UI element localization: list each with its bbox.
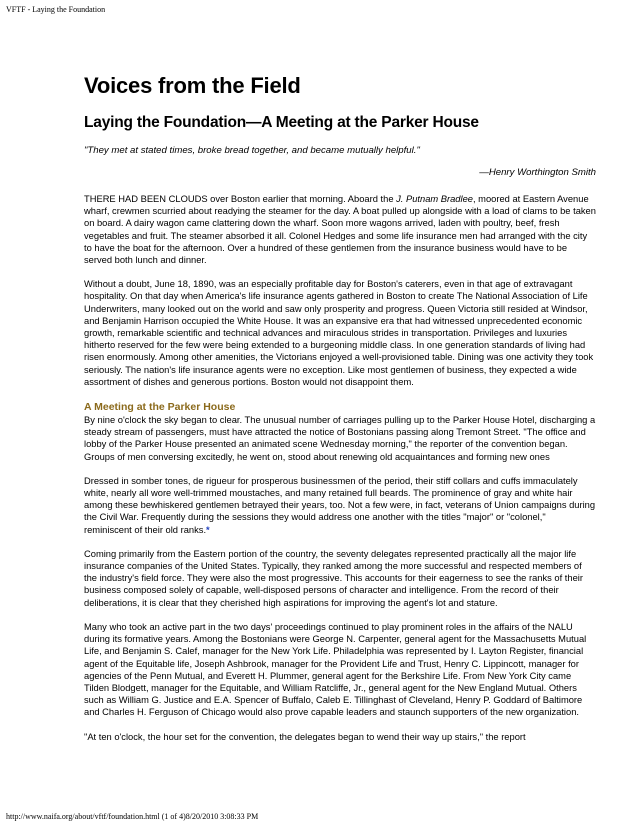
section-heading: A Meeting at the Parker House [84,401,236,414]
article-title: Laying the Foundation—A Meeting at the Parker House [84,114,479,131]
paragraph-6: Many who took an active part in the two days' proceedings continued to play prominent roles in the affairs of the NALU during its formative years. Among the Bostonians were George N. Carpenter, general agent for the Massachusetts Mutual Life, and Benjamin S. Calef, manager for the New York Life. Philadelphia was represented by I. Layton Register, financial agent of the Equitable life, Joseph Ashbrook, manager for the Provident Life and Trust, Henry C. Lippincott, manager for agencies of the Penn Mutual, and Everett H. Plummer, general agent for the Berkshire Life. From New York City came Tilden Blodgett, manager for the Equitable, and William Ratcliffe, Jr., general agent for the New England Mutual. Others such as William G. Justice and E.A. Spencer of Buffalo, Caleb E. Tillinghast of Cleveland, Henry P. Goddard of Baltimore and Charles H. Ferguson of Chicago would also prove capable leaders and staunch supporters of the new organization. [84,621,587,718]
ship-name: J. Putnam Bradlee [396,194,473,204]
epigraph-attribution: —Henry Worthington Smith [479,167,596,178]
paragraph-5: Coming primarily from the Eastern portion of the country, the seventy delegates represented practically all the major life insurance companies of the United States. Typically, they ranked among the more successful and respected members of the industry's field force. They were also the most progressive. This accounts for their eagerness to see the ranks of their business composed solely of capable, well-disposed persons of character and intelligence. From the record of their deliberations, it is clear that they cherished high aspirations for improving the agent's lot and stature. [84,548,583,608]
paragraph-4 [84,475,596,536]
print-header: VFTF - Laying the Foundation [6,5,106,14]
epigraph-quote: "They met at stated times, broke bread together, and became mutually helpful." [84,145,420,156]
paragraph-1-text-start: THERE HAD BEEN CLOUDS over Boston earlier that morning. Aboard the [84,194,397,204]
paragraph-4-text: Dressed in somber tones, de rigueur for prosperous businessmen of the period, their stiff collars and cuffs immaculately white, nearly all wore well-trimmed moustaches, and many retained full beards. The prominence of gray and white hair among these bewhiskered gentlemen betrayed their years, too. Not a few were, in fact, veterans of Union campaigns during the Civil War. Frequently during the sessions they would address one another with the titles "major" or "colonel," reminiscent of their old ranks. [84,475,596,535]
paragraph-1-text-end: , moored at Eastern Avenue wharf, crewmen scurried about readying the steamer for the day. A boat pulled up alongside with a load of clams to be taken on board. A dairy wagon came clattering down the wharf. Soon more wagons arrived, laden with poultry, beef, fresh vegetables and fruit. The steamer absorbed it all. Colonel Hedges and some life insurance men had arranged with the city to have the boat for the afternoon. Over a hundred of these gentlemen from the insurance business would have to be served both lunch and dinner. [84,194,596,266]
paragraph-2: Without a doubt, June 18, 1890, was an especially profitable day for Boston's caterers, even in that age of extravagant hospitality. On that day when America's life insurance agents gathered in Boston to create The National Association of Life Underwriters, many looked out on the world and saw only prosperity and progress. Queen Victoria still resided at Windsor, and Benjamin Harrison occupied the White House. It was an expansive era that had witnessed unprecedented economic growth, remarkable scientific and technical advances and miraculous strides in transportation. Privileges and luxuries hitherto reserved for the few were being extended to a burgeoning middle class. In one generation standards of living had risen enormously. Among other amenities, the Victorians enjoyed a well-provisioned table. Dining was one activity they took seriously. The nation's life insurance agents were no exception. Like most gentlemen of business, they expected a wide assortment of dishes and generous portions. Boston would not disappoint them. [84,279,594,387]
print-footer: http://www.naifa.org/about/vftf/foundation.html (1 of 4)8/20/2010 3:08:33 PM [6,812,259,821]
paragraph-3: By nine o'clock the sky began to clear. The unusual number of carriages pulling up to the Parker House Hotel, discharging a steady stream of passengers, must have attracted the notice of Bostonians passing along Tremont Street. "The office and lobby of the Parker House presented an animated scene Wednesday morning," the reporter of the convention began. Groups of men conversing excitedly, he went on, stood about renewing old acquaintances and forming new ones [84,415,596,462]
page-title: Voices from the Field [84,73,301,98]
paragraph-7: "At ten o'clock, the hour set for the convention, the delegates began to wend their way up stairs," the report [84,731,526,742]
paragraph-1 [84,193,596,266]
footnote-link[interactable]: * [206,524,210,535]
article-content [84,72,596,743]
